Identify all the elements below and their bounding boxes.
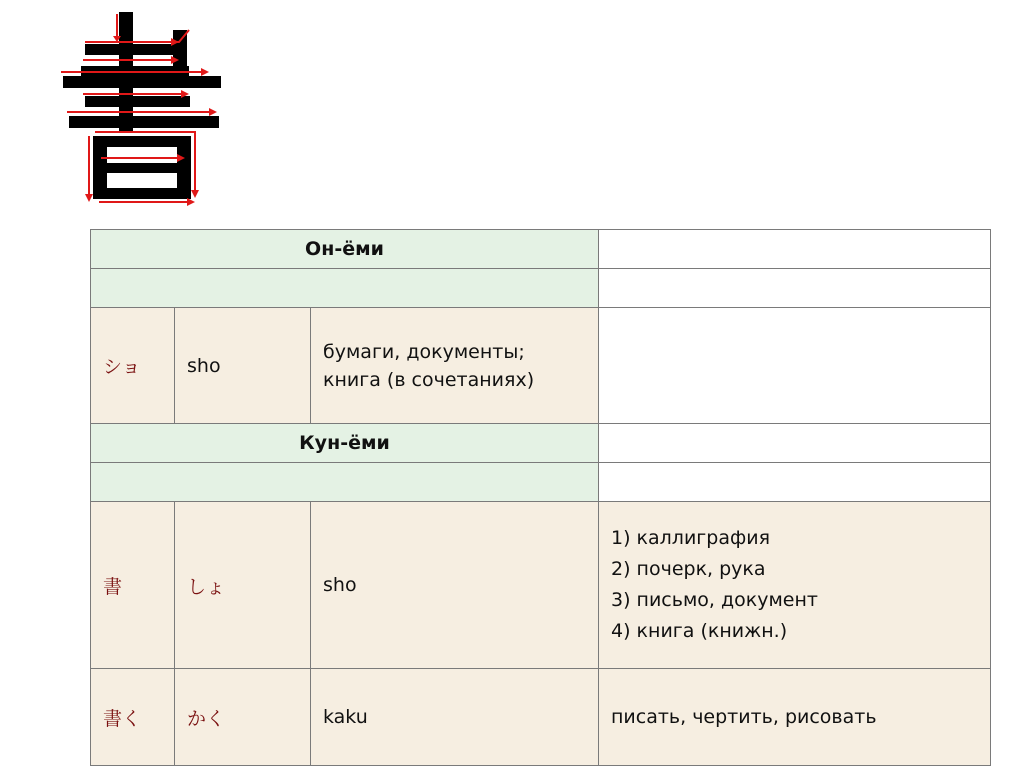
kun-yomi-subheader-blank: [599, 463, 991, 502]
kanji-stroke-order-icon: [55, 8, 225, 208]
on-meaning: [311, 308, 599, 424]
kun-meaning-line: 3) письмо, документ: [611, 589, 818, 611]
kun-meaning: писать, чертить, рисовать: [599, 669, 991, 766]
kun-meaning-line: 4) книга (книжн.): [611, 620, 788, 642]
kun-kanji: 書く: [91, 669, 175, 766]
kun-yomi-header: Кун-ёми: [91, 424, 599, 463]
on-yomi-header-blank: [599, 230, 991, 269]
kun-meaning: [599, 502, 991, 669]
kun-romaji: kaku: [311, 669, 599, 766]
on-meaning-line: бумаги, документы;: [323, 340, 525, 363]
on-romaji: sho: [175, 308, 311, 424]
kun-yomi-header-blank: [599, 424, 991, 463]
on-yomi-subheader-blank: [599, 269, 991, 308]
kun-kanji: 書: [91, 502, 175, 669]
kun-kana: かく: [175, 669, 311, 766]
kun-romaji: sho: [311, 502, 599, 669]
on-meaning-line: книга (в сочетаниях): [323, 368, 535, 391]
on-yomi-header: Он-ёми: [91, 230, 599, 269]
kanji-stroke-order-diagram: [55, 8, 225, 208]
kun-meaning-line: 2) почерк, рука: [611, 558, 766, 580]
kun-meaning-line: 1) каллиграфия: [611, 527, 771, 549]
on-yomi-subheader: [91, 269, 599, 308]
on-kana: ショ: [91, 308, 175, 424]
on-row-blank: [599, 308, 991, 424]
readings-table: [90, 229, 991, 766]
kun-yomi-subheader: [91, 463, 599, 502]
kun-kana: しょ: [175, 502, 311, 669]
